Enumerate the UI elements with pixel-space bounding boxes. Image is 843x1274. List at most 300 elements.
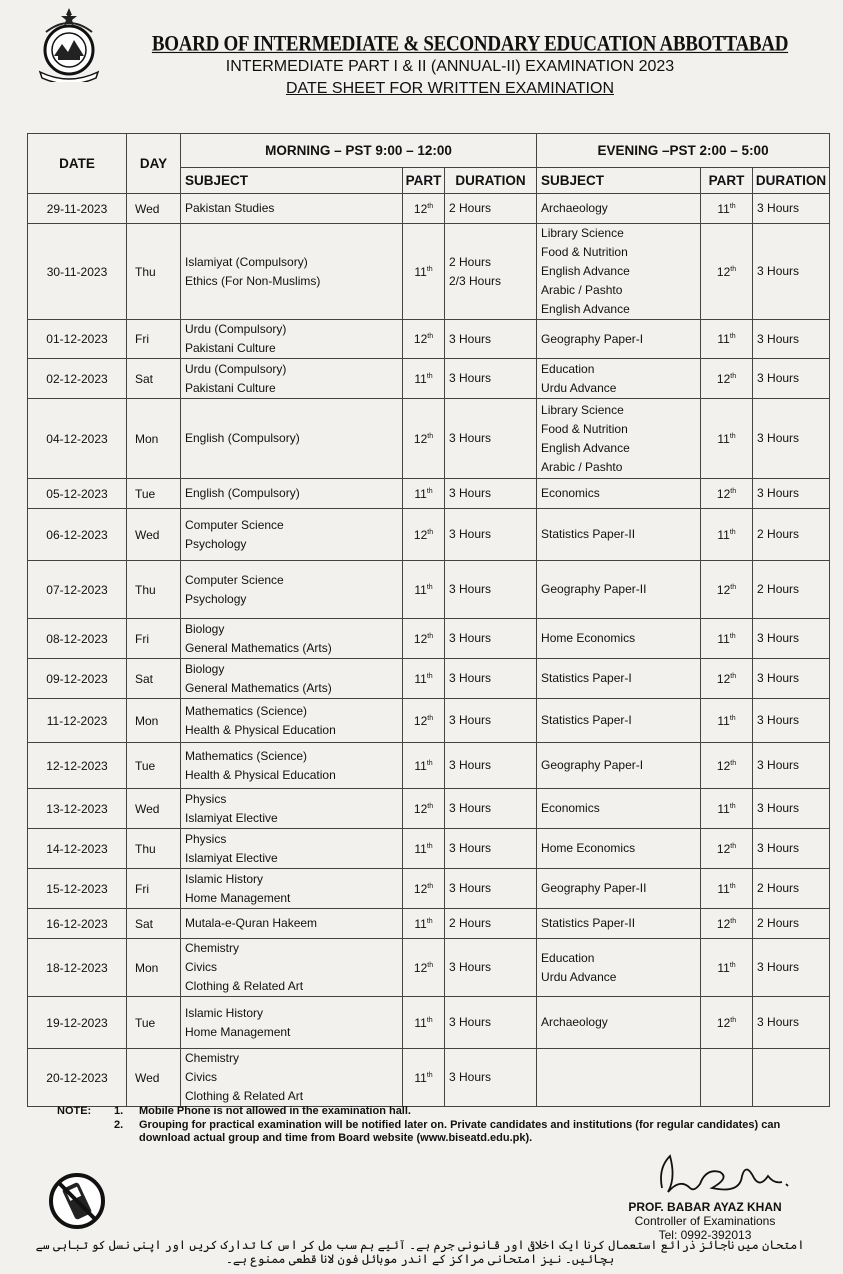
- morning-duration-cell-line: 3 Hours: [449, 527, 492, 541]
- evening-duration-cell-line: 3 Hours: [757, 264, 800, 278]
- day-cell: Mon: [127, 699, 181, 743]
- table-row: [28, 359, 830, 399]
- ordinal-suffix: th: [730, 917, 737, 925]
- header-day: DAY: [127, 134, 181, 194]
- morning-subject-cell: [181, 1049, 403, 1107]
- evening-part-cell: [701, 1049, 753, 1107]
- evening-subject-cell: [537, 619, 701, 659]
- evening-duration-cell-line: 3 Hours: [757, 486, 800, 500]
- evening-subject-cell-line: Geography Paper-I: [541, 331, 644, 346]
- morning-part-cell-value: 11: [414, 486, 427, 501]
- date-cell: 29-11-2023: [28, 194, 127, 224]
- ordinal-suffix: th: [729, 961, 736, 969]
- evening-duration-cell-line: 3 Hours: [757, 371, 800, 385]
- day-cell: Wed: [127, 194, 181, 224]
- morning-subject-cell-line: Chemistry: [185, 1051, 240, 1065]
- morning-duration-cell: [445, 194, 537, 224]
- ordinal-suffix: th: [426, 1016, 433, 1024]
- morning-subject-cell-line: Physics: [185, 831, 227, 846]
- ordinal-suffix: th: [729, 714, 736, 722]
- morning-part-cell-value: 11: [414, 758, 427, 773]
- evening-subject-cell: [537, 224, 701, 320]
- header-morning-subject: SUBJECT: [181, 168, 403, 194]
- day-cell: Sat: [127, 909, 181, 939]
- morning-part-cell: [403, 320, 445, 359]
- date-cell: 09-12-2023: [28, 659, 127, 699]
- evening-subject-cell-line: Arabic / Pashto: [541, 459, 623, 474]
- morning-subject-cell-line: Clothing & Related Art: [185, 1089, 304, 1103]
- morning-duration-cell: [445, 659, 537, 699]
- morning-subject-cell-line: Islamic History: [185, 1005, 264, 1020]
- morning-duration-cell-line: 3 Hours: [449, 431, 492, 445]
- ordinal-suffix: th: [426, 672, 433, 680]
- morning-subject-cell-line: Computer Science: [185, 517, 284, 532]
- morning-duration-cell-line: 3 Hours: [449, 1070, 492, 1084]
- morning-subject-cell-line: Mathematics (Science): [185, 703, 308, 718]
- evening-duration-cell: [753, 939, 830, 997]
- table-row: [28, 659, 830, 699]
- morning-part-cell: [403, 699, 445, 743]
- morning-subject-cell-line: Islamiyat Elective: [185, 850, 278, 865]
- morning-duration-cell-line: 2 Hours: [449, 916, 492, 930]
- ordinal-suffix: th: [730, 1016, 737, 1024]
- morning-subject-cell: [181, 320, 403, 359]
- evening-duration-cell: [753, 619, 830, 659]
- evening-subject-cell-line: English Advance: [541, 264, 630, 278]
- table-row: [28, 1049, 830, 1107]
- evening-duration-cell: [753, 869, 830, 909]
- note-1-number: 1.: [114, 1105, 124, 1117]
- evening-duration-cell: [753, 743, 830, 789]
- ordinal-suffix: th: [730, 265, 737, 273]
- morning-subject-cell-line: Home Management: [185, 1024, 291, 1039]
- ordinal-suffix: th: [427, 632, 434, 640]
- evening-part-cell-value: 12: [716, 758, 731, 773]
- evening-part-cell-value: 11: [717, 881, 730, 896]
- evening-duration-cell-line: 3 Hours: [757, 841, 800, 855]
- morning-duration-cell: [445, 869, 537, 909]
- day-cell: Sat: [127, 359, 181, 399]
- ordinal-suffix: th: [730, 842, 737, 850]
- evening-subject-cell: [537, 194, 701, 224]
- morning-subject-cell-line: English (Compulsory): [185, 431, 300, 445]
- evening-duration-cell: [753, 789, 830, 829]
- morning-part-cell: [403, 224, 445, 320]
- morning-duration-cell: [445, 561, 537, 619]
- evening-subject-cell-line: Education: [541, 950, 595, 965]
- table-row: [28, 320, 830, 359]
- evening-duration-cell: [753, 997, 830, 1049]
- urdu-footer: امتحان میں ناجائز ذرائع استعمال کرنا ایک اخلاقی اور قانونی جرم ہے۔ آئیے ہم سب مل کر اس کا تدارک کریں اور اپنی نسل کو تباہی سے بچائیں۔ نیز امتحانی مراکز کے اندر موبائل فون لانا قطعی ممنوع ہے۔: [35, 1238, 805, 1266]
- evening-part-cell-value: 11: [717, 960, 730, 975]
- evening-subject-cell: [537, 479, 701, 509]
- evening-subject-cell-line: Urdu Advance: [541, 380, 617, 395]
- evening-duration-cell-line: 3 Hours: [757, 431, 800, 445]
- evening-subject-cell-line: Home Economics: [541, 631, 636, 645]
- morning-part-cell-value: 11: [414, 264, 427, 279]
- day-cell: Thu: [127, 224, 181, 320]
- evening-part-cell-value: 11: [717, 631, 730, 646]
- evening-subject-cell-line: Arabic / Pashto: [541, 283, 623, 297]
- evening-subject-cell-line: Statistics Paper-II: [541, 527, 636, 541]
- morning-subject-cell: [181, 399, 403, 479]
- day-cell: Wed: [127, 509, 181, 561]
- morning-duration-cell-line: 3 Hours: [449, 371, 492, 385]
- date-cell: 15-12-2023: [28, 869, 127, 909]
- morning-part-cell-value: 12: [413, 960, 428, 975]
- evening-subject-cell: [537, 561, 701, 619]
- evening-part-cell: [701, 194, 753, 224]
- morning-subject-cell: [181, 699, 403, 743]
- ordinal-suffix: th: [426, 842, 433, 850]
- morning-part-cell-value: 12: [413, 201, 428, 216]
- day-cell: Sat: [127, 659, 181, 699]
- morning-duration-cell-line: 3 Hours: [449, 758, 492, 772]
- morning-subject-cell-line: Pakistan Studies: [185, 201, 275, 215]
- morning-duration-cell: [445, 224, 537, 320]
- morning-subject-cell-line: Mutala-e-Quran Hakeem: [185, 916, 318, 930]
- evening-part-cell: [701, 509, 753, 561]
- evening-subject-cell-line: Economics: [541, 486, 600, 500]
- morning-subject-cell-line: Health & Physical Education: [185, 767, 336, 782]
- evening-subject-cell-line: Archaeology: [541, 201, 608, 215]
- day-cell: Tue: [127, 743, 181, 789]
- table-row: [28, 939, 830, 997]
- morning-subject-cell: [181, 224, 403, 320]
- evening-subject-cell-line: Geography Paper-II: [541, 881, 647, 895]
- morning-part-cell-value: 11: [414, 582, 427, 597]
- morning-part-cell: [403, 509, 445, 561]
- evening-subject-cell: [537, 659, 701, 699]
- morning-subject-cell-line: General Mathematics (Arts): [185, 680, 332, 695]
- table-row: [28, 997, 830, 1049]
- date-sheet-table: [27, 133, 830, 1107]
- evening-part-cell-value: 12: [716, 1015, 731, 1030]
- morning-part-cell-value: 12: [413, 881, 428, 896]
- morning-subject-cell: [181, 561, 403, 619]
- table-row: [28, 224, 830, 320]
- evening-subject-cell-line: Statistics Paper-I: [541, 671, 632, 685]
- header-evening-subject: SUBJECT: [537, 168, 701, 194]
- note-1: Mobile Phone is not allowed in the examination hall.: [139, 1105, 411, 1117]
- day-cell: Wed: [127, 789, 181, 829]
- morning-part-cell: [403, 194, 445, 224]
- evening-duration-cell: [753, 659, 830, 699]
- morning-subject-cell: [181, 659, 403, 699]
- evening-duration-cell: [753, 194, 830, 224]
- morning-subject-cell: [181, 829, 403, 869]
- date-cell: 06-12-2023: [28, 509, 127, 561]
- date-cell: 02-12-2023: [28, 359, 127, 399]
- ordinal-suffix: th: [729, 432, 736, 440]
- evening-subject-cell: [537, 909, 701, 939]
- signer-name: PROF. BABAR AYAZ KHAN: [628, 1200, 782, 1214]
- header-evening-part: PART: [701, 168, 753, 194]
- date-cell: 19-12-2023: [28, 997, 127, 1049]
- morning-subject-cell-line: Health & Physical Education: [185, 722, 336, 737]
- morning-subject-cell-line: General Mathematics (Arts): [185, 640, 332, 655]
- morning-part-cell-value: 12: [413, 332, 428, 346]
- date-cell: 18-12-2023: [28, 939, 127, 997]
- day-cell: Tue: [127, 997, 181, 1049]
- evening-duration-cell: [753, 320, 830, 359]
- morning-part-cell: [403, 561, 445, 619]
- ordinal-suffix: th: [427, 961, 434, 969]
- morning-part-cell-value: 12: [413, 631, 428, 646]
- ordinal-suffix: th: [730, 583, 737, 591]
- date-cell: 08-12-2023: [28, 619, 127, 659]
- evening-part-cell: [701, 224, 753, 320]
- evening-subject-cell-line: Library Science: [541, 226, 624, 240]
- morning-part-cell: [403, 909, 445, 939]
- morning-subject-cell-line: Psychology: [185, 591, 247, 606]
- ordinal-suffix: th: [427, 802, 434, 810]
- evening-part-cell-value: 12: [716, 486, 731, 501]
- morning-part-cell: [403, 829, 445, 869]
- morning-duration-cell: [445, 359, 537, 399]
- day-cell: Mon: [127, 399, 181, 479]
- morning-duration-cell: [445, 619, 537, 659]
- header-morning-duration: DURATION: [445, 168, 537, 194]
- table-row: [28, 869, 830, 909]
- morning-subject-cell-line: Pakistani Culture: [185, 341, 276, 355]
- evening-duration-cell-line: 2 Hours: [757, 916, 800, 930]
- evening-subject-cell: [537, 320, 701, 359]
- evening-part-cell-value: 12: [716, 371, 731, 386]
- morning-part-cell-value: 11: [414, 671, 427, 686]
- evening-part-cell: [701, 997, 753, 1049]
- ordinal-suffix: th: [426, 1071, 433, 1079]
- morning-part-cell: [403, 659, 445, 699]
- ordinal-suffix: th: [427, 432, 434, 440]
- morning-subject-cell-line: Computer Science: [185, 572, 284, 587]
- evening-duration-cell-line: 3 Hours: [757, 631, 800, 645]
- morning-part-cell: [403, 869, 445, 909]
- ordinal-suffix: th: [427, 882, 434, 890]
- evening-duration-cell-line: 2 Hours: [757, 582, 800, 596]
- evening-duration-cell: [753, 509, 830, 561]
- evening-subject-cell: [537, 399, 701, 479]
- morning-part-cell-value: 12: [413, 801, 428, 816]
- morning-part-cell-value: 12: [413, 527, 428, 542]
- evening-subject-cell-line: Statistics Paper-II: [541, 916, 636, 930]
- morning-subject-cell-line: Pakistani Culture: [185, 380, 276, 395]
- evening-duration-cell: [753, 1049, 830, 1107]
- morning-subject-cell-line: Home Management: [185, 890, 291, 905]
- evening-part-cell-value: 12: [716, 916, 731, 931]
- morning-part-cell-value: 11: [414, 916, 427, 931]
- evening-part-cell-value: 11: [717, 527, 730, 542]
- morning-subject-cell: [181, 909, 403, 939]
- evening-duration-cell-line: 3 Hours: [757, 331, 800, 346]
- morning-subject-cell-line: Mathematics (Science): [185, 748, 308, 763]
- evening-subject-cell-line: Food & Nutrition: [541, 245, 628, 259]
- morning-duration-cell-line: 3 Hours: [449, 841, 492, 855]
- morning-subject-cell-line: Urdu (Compulsory): [185, 322, 287, 336]
- morning-subject-cell-line: Biology: [185, 621, 225, 636]
- evening-subject-cell-line: Geography Paper-I: [541, 758, 644, 772]
- morning-part-cell: [403, 743, 445, 789]
- morning-subject-cell-line: Civics: [185, 960, 217, 974]
- evening-part-cell: [701, 699, 753, 743]
- evening-duration-cell: [753, 829, 830, 869]
- ordinal-suffix: th: [427, 333, 434, 340]
- evening-duration-cell-line: 3 Hours: [757, 758, 800, 772]
- ordinal-suffix: th: [427, 202, 434, 210]
- table-row: [28, 743, 830, 789]
- ordinal-suffix: th: [730, 759, 737, 767]
- ordinal-suffix: th: [729, 632, 736, 640]
- evening-part-cell: [701, 561, 753, 619]
- morning-duration-cell: [445, 699, 537, 743]
- morning-duration-cell: [445, 829, 537, 869]
- ordinal-suffix: th: [729, 202, 736, 210]
- date-cell: 20-12-2023: [28, 1049, 127, 1107]
- morning-subject-cell-line: Psychology: [185, 536, 247, 551]
- no-mobile-phone-icon: [48, 1172, 106, 1230]
- morning-duration-cell: [445, 997, 537, 1049]
- evening-subject-cell: [537, 359, 701, 399]
- date-cell: 07-12-2023: [28, 561, 127, 619]
- morning-subject-cell-line: English (Compulsory): [185, 486, 300, 500]
- day-cell: Tue: [127, 479, 181, 509]
- date-cell: 01-12-2023: [28, 320, 127, 359]
- note-2-number: 2.: [114, 1119, 124, 1131]
- morning-part-cell: [403, 479, 445, 509]
- day-cell: Mon: [127, 939, 181, 997]
- morning-subject-cell-line: Islamiyat (Compulsory): [185, 254, 308, 269]
- morning-part-cell-value: 12: [413, 431, 428, 446]
- evening-duration-cell-line: 3 Hours: [757, 960, 800, 974]
- ordinal-suffix: th: [427, 714, 434, 722]
- evening-part-cell-value: 12: [716, 841, 731, 856]
- morning-subject-cell: [181, 789, 403, 829]
- evening-part-cell-value: 11: [717, 801, 730, 816]
- morning-duration-cell: [445, 509, 537, 561]
- evening-subject-cell-line: Archaeology: [541, 1015, 608, 1029]
- evening-subject-cell-line: Home Economics: [541, 841, 636, 855]
- evening-subject-cell-line: Geography Paper-II: [541, 582, 647, 596]
- ordinal-suffix: th: [730, 487, 737, 495]
- morning-subject-cell: [181, 743, 403, 789]
- morning-subject-cell-line: Islamic History: [185, 871, 264, 886]
- evening-subject-cell: [537, 997, 701, 1049]
- header-date: DATE: [28, 134, 127, 194]
- morning-subject-cell-line: Clothing & Related Art: [185, 979, 304, 993]
- morning-subject-cell-line: Urdu (Compulsory): [185, 361, 287, 376]
- morning-part-cell-value: 12: [413, 713, 428, 728]
- date-cell: 11-12-2023: [28, 699, 127, 743]
- evening-part-cell: [701, 359, 753, 399]
- evening-part-cell-value: 11: [717, 431, 730, 446]
- morning-subject-cell: [181, 359, 403, 399]
- evening-duration-cell: [753, 399, 830, 479]
- ordinal-suffix: th: [426, 372, 433, 380]
- morning-duration-cell-line: 3 Hours: [449, 671, 492, 685]
- evening-subject-cell: [537, 939, 701, 997]
- morning-part-cell: [403, 939, 445, 997]
- morning-part-cell: [403, 789, 445, 829]
- ordinal-suffix: th: [426, 759, 433, 767]
- morning-duration-cell-line: 3 Hours: [449, 631, 492, 645]
- morning-duration-cell: [445, 320, 537, 359]
- evening-part-cell-value: 12: [716, 264, 731, 279]
- morning-duration-cell: [445, 909, 537, 939]
- evening-part-cell-value: 12: [716, 671, 731, 686]
- evening-subject-cell-line: English Advance: [541, 302, 630, 316]
- ordinal-suffix: th: [426, 583, 433, 591]
- evening-duration-cell-line: 2 Hours: [757, 881, 800, 895]
- evening-part-cell-value: 11: [717, 201, 730, 216]
- morning-subject-cell: [181, 869, 403, 909]
- board-seal-icon: [36, 6, 102, 82]
- morning-part-cell-value: 11: [414, 1070, 427, 1085]
- ordinal-suffix: th: [729, 802, 736, 810]
- sheet-title: DATE SHEET FOR WRITTEN EXAMINATION: [285, 80, 614, 97]
- evening-subject-cell-line: Food & Nutrition: [541, 421, 628, 436]
- date-cell: 05-12-2023: [28, 479, 127, 509]
- ordinal-suffix: th: [426, 917, 433, 925]
- evening-duration-cell-line: 3 Hours: [757, 1015, 800, 1029]
- exam-title: INTERMEDIATE PART I & II (ANNUAL-II) EXAMINATION 2023: [225, 58, 675, 75]
- board-title: BOARD OF INTERMEDIATE & SECONDARY EDUCATION ABBOTTABAD: [151, 32, 789, 57]
- header-morning-part: PART: [403, 168, 445, 194]
- ordinal-suffix: th: [729, 882, 736, 890]
- evening-subject-cell-line: Statistics Paper-I: [541, 713, 632, 727]
- date-cell: 16-12-2023: [28, 909, 127, 939]
- signer-tel: Tel: 0992-392013: [658, 1228, 752, 1242]
- day-cell: Wed: [127, 1049, 181, 1107]
- morning-part-cell-value: 11: [414, 371, 427, 386]
- table-row: [28, 509, 830, 561]
- morning-part-cell-value: 11: [414, 841, 427, 856]
- table-row: [28, 561, 830, 619]
- evening-subject-cell: [537, 1049, 701, 1107]
- day-cell: Fri: [127, 320, 181, 359]
- evening-part-cell: [701, 789, 753, 829]
- table-row: [28, 399, 830, 479]
- signature-icon: [650, 1148, 800, 1200]
- morning-part-cell: [403, 399, 445, 479]
- evening-subject-cell: [537, 699, 701, 743]
- table-row: [28, 829, 830, 869]
- morning-subject-cell-line: Chemistry: [185, 941, 240, 955]
- evening-subject-cell-line: Education: [541, 361, 595, 376]
- evening-duration-cell: [753, 699, 830, 743]
- morning-duration-cell-line: 3 Hours: [449, 331, 492, 346]
- evening-part-cell: [701, 479, 753, 509]
- morning-duration-cell: [445, 399, 537, 479]
- evening-duration-cell-line: 2 Hours: [757, 527, 800, 541]
- evening-subject-cell: [537, 829, 701, 869]
- evening-duration-cell-line: 3 Hours: [757, 201, 800, 215]
- morning-part-cell: [403, 359, 445, 399]
- morning-duration-cell-line: 3 Hours: [449, 801, 492, 815]
- day-cell: Thu: [127, 829, 181, 869]
- evening-part-cell: [701, 659, 753, 699]
- morning-duration-cell-line: 2 Hours: [449, 201, 492, 215]
- morning-subject-cell-line: Physics: [185, 791, 227, 806]
- evening-subject-cell-line: Library Science: [541, 402, 624, 417]
- evening-subject-cell-line: Urdu Advance: [541, 969, 617, 984]
- notes-label: NOTE:: [57, 1105, 92, 1117]
- evening-duration-cell: [753, 479, 830, 509]
- evening-subject-cell: [537, 789, 701, 829]
- ordinal-suffix: th: [426, 265, 433, 273]
- day-cell: Fri: [127, 869, 181, 909]
- morning-subject-cell-line: Ethics (For Non-Muslims): [185, 273, 321, 288]
- day-cell: Thu: [127, 561, 181, 619]
